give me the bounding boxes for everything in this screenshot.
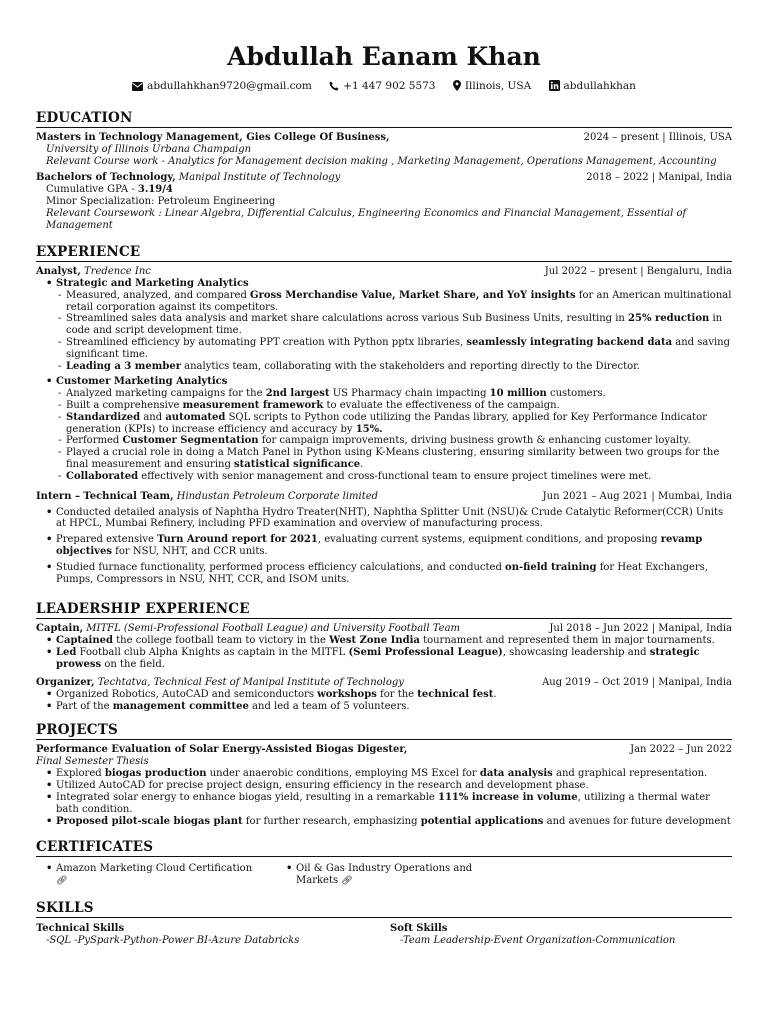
group-heading: Strategic and Marketing Analytics <box>56 278 249 289</box>
list-item <box>36 278 732 290</box>
candidate-name: Abdullah Eanam Khan <box>227 42 541 71</box>
certificate-list <box>36 863 732 888</box>
linkedin-link[interactable] <box>549 80 636 92</box>
dates: Jul 2022 – present | Bengaluru, India <box>544 266 732 277</box>
dates: 2024 – present | Illinois, USA <box>583 132 732 143</box>
project-bullets <box>36 768 732 827</box>
list-item: - Built a comprehensive measurement framework to evaluate the effectiveness of the campaign. <box>36 400 732 412</box>
list-item: - Streamlined efficiency by automating PPT creation with Python pptx libraries, seamlessly integrating backend data and saving significant time. <box>36 337 732 361</box>
role-header <box>36 623 732 635</box>
phone-link[interactable] <box>329 80 439 92</box>
list-item: - Leading a 3 member analytics team, collaborating with the stakeholders and reporting directly to the Director. <box>36 361 732 373</box>
location-pin-icon <box>453 80 461 91</box>
list-item: • Integrated solar energy to enhance biogas yield, resulting in a remarkable 111% increase in volume, utilizing a thermal water bath condition. <box>36 792 732 816</box>
degree: Masters in Technology Management, Gies College Of Business, <box>36 132 390 143</box>
org: MITFL (Semi-Professional Football League) and University Football Team <box>86 623 461 635</box>
experience-heading: EXPERIENCE <box>36 244 732 262</box>
org: Techtatva, Technical Fest of Manipal Institute of Technology <box>97 676 404 688</box>
list-item: • Led Football club Alpha Knights as captain in the MITFL (Semi Professional League), showcasing leadership and strategic prowess on the field. <box>36 647 732 671</box>
gpa <box>36 184 732 196</box>
certificate-item <box>276 863 476 888</box>
certificate-item <box>36 863 276 888</box>
project-name: Performance Evaluation of Solar Energy-Assisted Biogas Digester, <box>36 744 408 756</box>
minor: Minor Specialization: Petroleum Engineering <box>46 196 276 207</box>
list-item: - Performed Customer Segmentation for campaign improvements, driving business growth & enhancing customer loyalty. <box>36 435 732 447</box>
job-role: Intern – Technical Team, <box>36 490 174 502</box>
technical-skills-list: -SQL -PySpark-Python-Power BI-Azure Databricks <box>46 934 300 946</box>
list-item: - Streamlined sales data analysis and market share calculations across various Sub Business Units, resulting in 25% reduction in code and script development time. <box>36 313 732 337</box>
gpa-value: 3.19/4 <box>137 184 173 195</box>
job-role: Analyst, <box>36 266 81 277</box>
phone-icon <box>329 81 339 91</box>
coursework: Relevant Course work - Analytics for Management decision making , Marketing Management, Operations Management, Accounting <box>46 156 717 167</box>
list-item: • Conducted detailed analysis of Naphtha Hydro Treater(NHT), Naphtha Splitter Unit (NSU)& Crude Catalytic Reformer(CCR) Units at HPCL, Mumbai Refinery, including PFD examination and overview of manufacturing process. <box>36 507 732 531</box>
list-item: • Proposed pilot-scale biogas plant for further research, emphasizing potential applications and avenues for future development <box>36 816 732 828</box>
leadership-heading: LEADERSHIP EXPERIENCE <box>36 601 732 619</box>
technical-skills-label: Technical Skills <box>36 922 125 934</box>
gpa-label: Cumulative GPA - <box>46 184 138 195</box>
role-header <box>36 677 732 689</box>
technical-skills <box>36 923 378 947</box>
dates: Jul 2018 – Jun 2022 | Manipal, India <box>549 623 732 635</box>
list-item: • Captained the college football team to victory in the West Zone India tournament and represented them in major tournaments. <box>36 635 732 647</box>
list-item: - Played a crucial role in doing a Match Panel in Python using K-Means clustering, ensuring similarity between two groups for the final measurement and ensuring statistical significance. <box>36 447 732 471</box>
list-item: - Collaborated effectively with senior management and cross-functional team to ensure project timelines were met. <box>36 471 732 483</box>
list-item: • Prepared extensive Turn Around report for 2021, evaluating current systems, equipment conditions, and proposing revamp objectives for NSU, NHT, and CCR units. <box>36 534 732 558</box>
role-bullets <box>36 689 732 713</box>
certificate-name: Oil & Gas Industry Operations and Markets <box>296 863 473 887</box>
email-text: abdullahkhan9720@gmail.com <box>147 80 312 92</box>
role: Captain, <box>36 623 84 635</box>
list-item: • Studied furnace functionality, performed process efficiency calculations, and conducted on-field training for Heat Exchangers, Pumps, Compressors in NSU, NHT, CCR, and ISOM units. <box>36 562 732 586</box>
phone-text: +1 447 902 5573 <box>343 80 436 92</box>
list-item: - Measured, analyzed, and compared Gross Merchandise Value, Market Share, and YoY insights for an American multinational retail corporation against its competitors. <box>36 290 732 314</box>
education-entry-1 <box>36 132 732 144</box>
skills-columns <box>36 923 732 947</box>
soft-skills-list: -Team Leadership-Event Organization-Communication <box>400 934 676 946</box>
dates: 2018 – 2022 | Manipal, India <box>586 172 732 183</box>
dates: Jan 2022 – Jun 2022 <box>630 744 732 756</box>
job-bullets <box>36 507 732 586</box>
job-header <box>36 266 732 278</box>
link-icon[interactable]: 🔗︎ <box>341 876 353 887</box>
coursework: Relevant Coursework : Linear Algebra, Differential Calculus, Engineering Economics and Financial Management, Essential of Management <box>46 208 687 231</box>
certificate-name: Amazon Marketing Cloud Certification <box>56 863 253 875</box>
job-org: Hindustan Petroleum Corporate limited <box>176 490 379 502</box>
school: University of Illinois Urbana Champaign <box>46 144 252 155</box>
email-link[interactable] <box>132 80 315 92</box>
dates: Aug 2019 – Oct 2019 | Manipal, India <box>542 676 732 688</box>
link-icon[interactable]: 🔗︎ <box>56 876 68 887</box>
list-item: - Standardized and automated SQL scripts to Python code utilizing the Pandas library, applied for Key Performance Indicator generation (KPIs) to increase efficiency and accuracy by 15%. <box>36 412 732 436</box>
certificates-heading: CERTIFICATES <box>36 839 732 857</box>
job-org: Tredence Inc <box>84 266 151 277</box>
list-item <box>36 376 732 388</box>
location <box>453 80 535 92</box>
soft-skills-label: Soft Skills <box>390 922 448 934</box>
education-heading: EDUCATION <box>36 110 732 128</box>
role-bullets <box>36 635 732 670</box>
email-icon <box>132 82 143 91</box>
job-header <box>36 491 732 503</box>
list-item: • Organized Robotics, AutoCAD and semiconductors workshops for the technical fest. <box>36 689 732 701</box>
list-item: • Utilized AutoCAD for precise project design, ensuring efficiency in the research and development phase. <box>36 780 732 792</box>
role: Organizer, <box>36 676 95 688</box>
degree: Bachelors of Technology, <box>36 172 176 183</box>
linkedin-icon <box>549 80 560 91</box>
projects-heading: PROJECTS <box>36 722 732 740</box>
school: Manipal Institute of Technology <box>178 172 341 183</box>
project-header <box>36 744 732 756</box>
list-item: • Part of the management committee and led a team of 5 volunteers. <box>36 701 732 713</box>
linkedin-text: abdullahkhan <box>563 80 636 92</box>
list-item: • Explored biogas production under anaerobic conditions, employing MS Excel for data analysis and graphical representation. <box>36 768 732 780</box>
soft-skills <box>378 923 732 947</box>
group-heading: Customer Marketing Analytics <box>56 376 228 388</box>
dates: Jun 2021 – Aug 2021 | Mumbai, India <box>542 490 732 502</box>
job-bullets <box>36 278 732 483</box>
skills-heading: SKILLS <box>36 900 732 918</box>
list-item: - Analyzed marketing campaigns for the 2nd largest US Pharmacy chain impacting 10 million customers. <box>36 388 732 400</box>
location-text: Illinois, USA <box>464 80 532 92</box>
education-entry-2 <box>36 172 732 184</box>
resume <box>36 40 732 947</box>
contact-bar <box>36 78 732 94</box>
project-subtitle: Final Semester Thesis <box>36 756 149 768</box>
